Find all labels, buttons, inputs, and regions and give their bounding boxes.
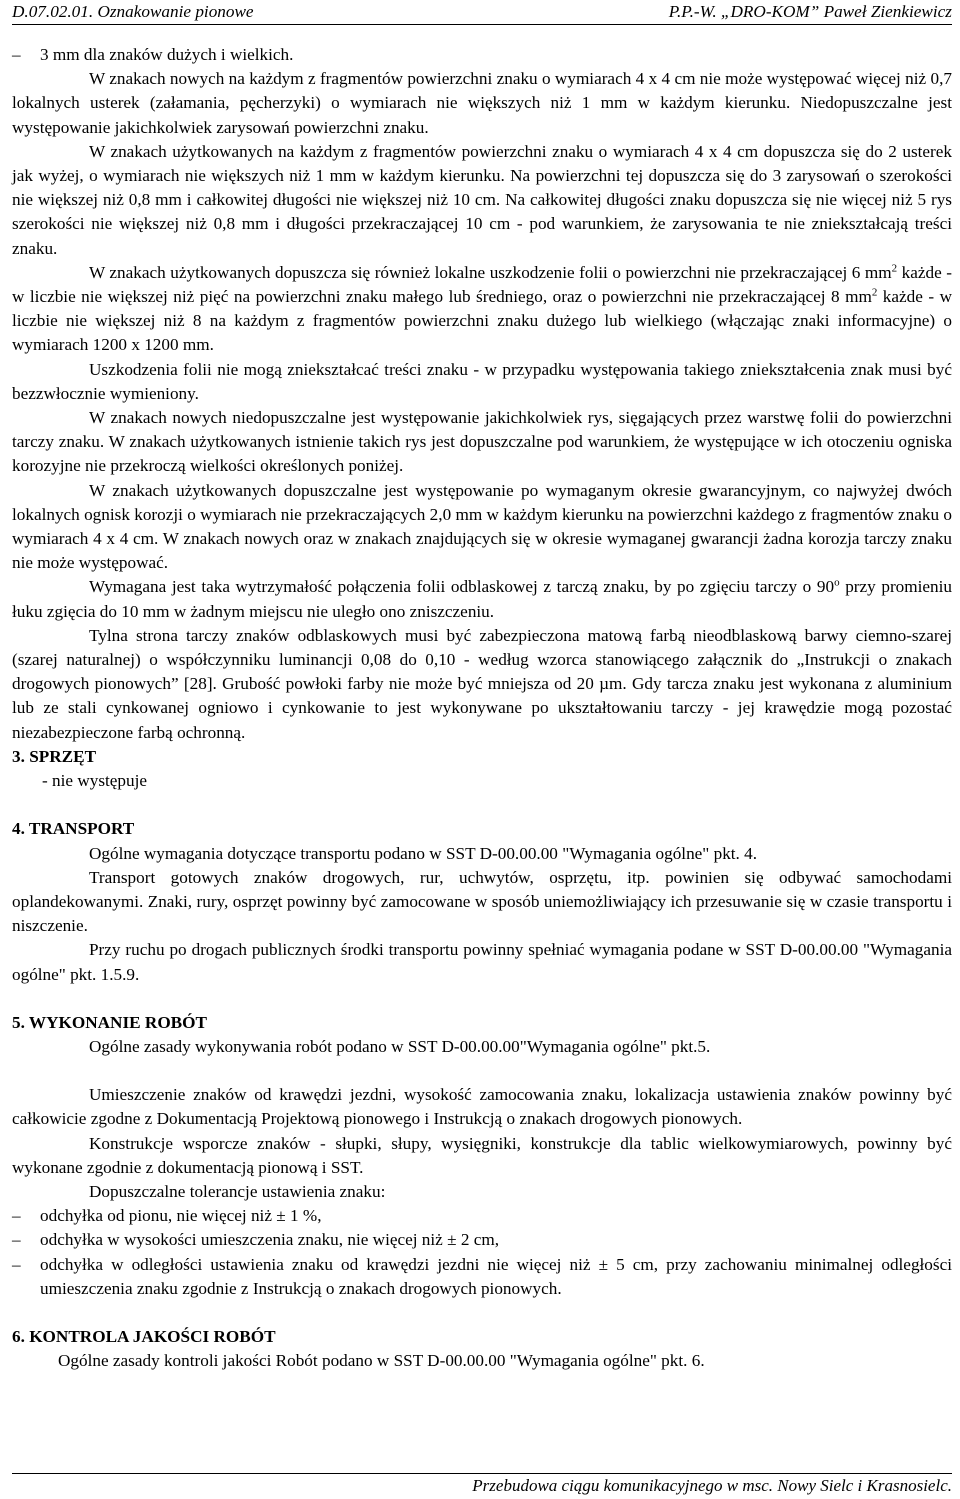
list-item-text: 3 mm dla znaków dużych i wielkich. [40, 45, 294, 64]
paragraph-transport-general: Ogólne wymagania dotyczące transportu podano w SST D-00.00.00 "Wymagania ogólne" pkt. 4. [89, 843, 758, 863]
spacer [12, 1301, 952, 1325]
paragraph-new-signs-defects: W znakach nowych na każdym z fragmentów powierzchni znaku o wymiarach 4 x 4 cm nie może występować więcej niż 0,7 lokalnych usterek (załamania, pęcherzyki) o wymiarach nie większych niż 1 mm w każdym kierunku. Niedopuszczalne jest występowanie jakichkolwiek zarysowań powierzchni znaku. [12, 69, 952, 137]
paragraph-transport-vehicles: Transport gotowych znaków drogowych, rur, uchwytów, osprzętu, itp. powinien się odbywać samochodami oplandekowanymi. Znaki, rury, osprzęt powinny być zamocowane w sposób uniemożliwiający ich przesuwanie się w czasie transportu i niszczenie. [12, 867, 952, 936]
section-heading-equipment: 3. SPRZĘT [12, 746, 97, 766]
paragraph-transport-public-roads: Przy ruchu po drogach publicznych środki transportu powinny spełniać wymagania podane w SST D-00.00.00 "Wymagania ogólne" pkt. 1.5.9. [12, 940, 952, 984]
paragraph-foil-distortion: Uszkodzenia folii nie mogą zniekształcać treści znaku - w przypadku występowania takiego zniekształcenia znak musi być bezzwłocznie wymieniony. [12, 359, 952, 403]
dash-bullet: – [12, 1230, 21, 1250]
paragraph-bond-strength: Wymagana jest taka wytrzymałość połączenia folii odblaskowej z tarczą znaku, by po zgięciu tarczy o 90$^o$ przy promieniu łuku zgięcia do 10 mm w żadnym miejscu nie uległo ono zniszczeniu. [12, 576, 952, 621]
list-item-text: odchyłka w wysokości umieszczenia znaku, nie więcej niż ± 2 cm, [40, 1230, 500, 1250]
paragraph-scratches: W znakach nowych niedopuszczalne jest występowanie jakichkolwiek rys, sięgających przez warstwę folii do powierzchni tarczy znaku. W znakach użytkowanych istnienie takich rys jest dopuszczalne pod warunkiem, że występujące w ich otoczeniu ogniska korozyjne nie przekroczą wielkości określonych poniżej. [12, 408, 952, 476]
paragraph-sign-placement: Umieszczenie znaków od krawędzi jezdni, wysokość zamocowania znaku, lokalizacja ustawienia znaków powinny być całkowicie zgodne z Dokumentacją Projektową pionowego i Instrukcją o znakach drogowych pionowych. [12, 1085, 952, 1129]
header-company: P.P.-W. „DRO-KOM” Paweł Zienkiewicz [668, 2, 952, 21]
paragraph-used-signs-defects: W znakach użytkowanych na każdym z fragmentów powierzchni znaku o wymiarach 4 x 4 cm dopuszcza się do 2 usterek jak wyżej, o wymiarach nie większych niż 1 mm w każdym kierunku. Na powierzchni tej dopuszcza się do 3 zarysowań o szerokości nie większej niż 0,8 mm i całkowitej długości nie większej niż 10 cm. Na całkowitej długości znaku dopuszcza się nie więcej niż 5 rys szerokości nie większej niż 0,8 mm i długości przekraczającej 10 cm - pod warunkiem, że zarysowania te nie zniekształcają treści znaku. [12, 141, 952, 258]
spacer [12, 793, 952, 817]
spacer [12, 987, 952, 1011]
section-heading-execution: 5. WYKONANIE ROBÓT [12, 1012, 207, 1032]
header-document-code: D.07.02.01. Oznakowanie pionowe [12, 2, 254, 21]
paragraph-equipment-none: - nie występuje [42, 771, 148, 791]
list-item [12, 1253, 952, 1301]
list-item-text: odchyłka od pionu, nie więcej niż ± 1 %, [40, 1206, 322, 1226]
paragraph-quality-general: Ogólne zasady kontroli jakości Robót podano w SST D-00.00.00 "Wymagania ogólne" pkt. 6. [58, 1351, 705, 1371]
dash-bullet: – [12, 45, 21, 64]
paragraph-corrosion: W znakach użytkowanych dopuszczalne jest występowanie po wymaganym okresie gwarancyjnym, co najwyżej dwóch lokalnych ognisk korozji o wymiarach nie przekraczających 2,0 mm w każdym kierunku na powierzchni każdego z fragmentów znaku o wymiarach 4 x 4 cm. W znakach nowych oraz w znakach znajdujących się w okresie wymaganej gwarancji żadna korozja tarczy znaku nie może występować. [12, 480, 952, 573]
paragraph-support-structures: Konstrukcje wsporcze znaków - słupki, słupy, wysięgniki, konstrukcje dla tablic wielkowymiarowych, powinny być wykonane zgodnie z dokumentacją pionową i SST. [12, 1133, 952, 1177]
list-item [12, 1228, 952, 1252]
section-heading-transport: 4. TRANSPORT [12, 819, 135, 839]
list-item [12, 1204, 952, 1228]
dash-bullet: – [12, 1254, 21, 1274]
spacer [12, 1059, 952, 1083]
document-body [12, 43, 952, 1373]
list-item-text: odchyłka w odległości ustawienia znaku od krawędzi jezdni nie więcej niż ± 5 cm, przy zachowaniu minimalnej odległości umieszczenia znaku zgodnie z Instrukcją o znakach drogowych pionowych. [40, 1254, 952, 1298]
list-item [12, 43, 952, 67]
page-footer [12, 1473, 952, 1499]
paragraph-tolerances-intro: Dopuszczalne tolerancje ustawienia znaku: [89, 1181, 386, 1201]
page-header [12, 0, 952, 25]
paragraph-back-side-paint: Tylna strona tarczy znaków odblaskowych musi być zabezpieczona matową farbą nieodblaskową barwy ciemno-szarej (szarej naturalnej) o współczynniku luminancji 0,08 do 0,10 - według wzorca stanowiącego załącznik do „Instrukcji o znakach drogowych pionowych” [28]. Grubość powłoki farby nie może być mniejsza od 20 µm. Gdy tarcza znaku jest wykonana z aluminium lub ze stali cynkowanej ogniowo i cynkowanie to jest wykonywane po ukształtowaniu tarczy - jej krawędzie mogą pozostać niezabezpieczone farbą ochronną. [12, 625, 952, 742]
paragraph-execution-general: Ogólne zasady wykonywania robót podano w SST D-00.00.00"Wymagania ogólne" pkt.5. [89, 1036, 711, 1056]
footer-project-title: Przebudowa ciągu komunikacyjnego w msc. Nowy Sielc i Krasnosielc. [472, 1476, 952, 1495]
dash-bullet: – [12, 1206, 21, 1226]
paragraph-foil-damage: W znakach użytkowanych dopuszcza się również lokalne uszkodzenie folii o powierzchni nie przekraczającej 6 $mm^2$ każde - w liczbie nie większej niż pięć na powierzchni znaku małego lub średniego, oraz o powierzchni nie przekraczającej 8 $mm^2$ każde - w liczbie nie większej niż 8 na każdym z fragmentów powierzchni znaku dużego lub wielkiego (włączając znaki informacyjne) o wymiarach 1200 x 1200 mm. [12, 262, 952, 355]
section-heading-quality-control: 6. KONTROLA JAKOŚCI ROBÓT [12, 1326, 276, 1346]
